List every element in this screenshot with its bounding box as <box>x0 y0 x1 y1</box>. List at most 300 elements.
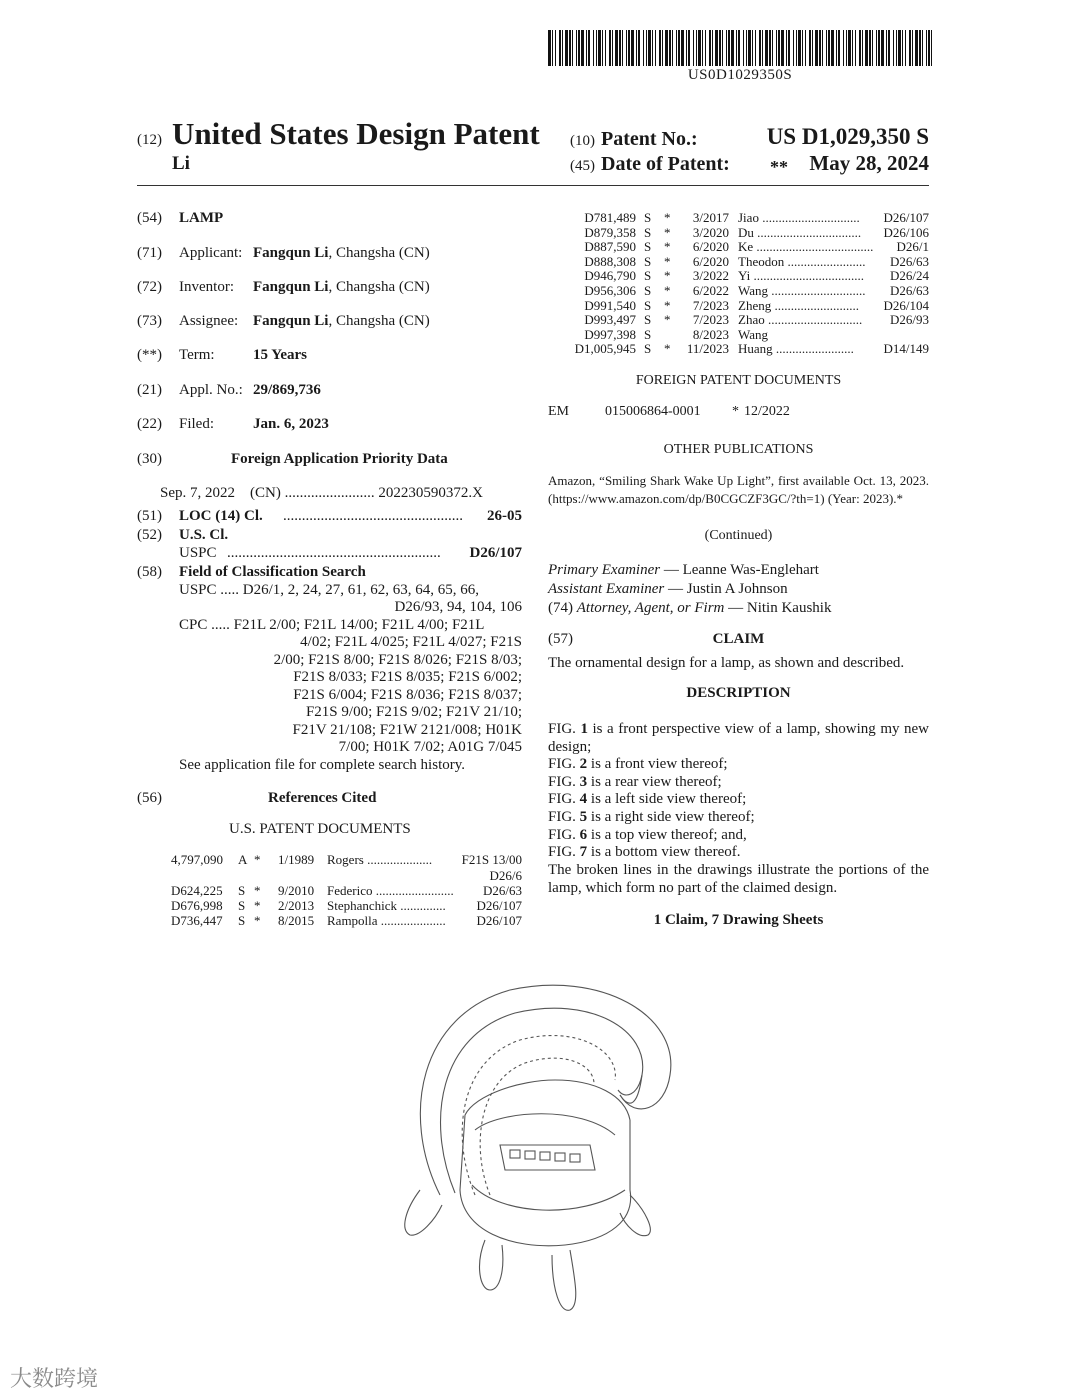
description-heading: DESCRIPTION <box>686 685 791 701</box>
ref-star: * <box>664 210 671 225</box>
assignee-name: Fangqun Li <box>253 313 329 329</box>
search-line-1: D26/93, 94, 104, 106 <box>394 599 522 615</box>
barcode-bar <box>815 30 818 66</box>
loc-value: 26-05 <box>487 508 522 524</box>
ref-number: 4,797,090 <box>171 852 223 867</box>
ref-date: 6/2020 <box>692 253 729 269</box>
barcode-bar <box>752 30 753 66</box>
barcode-bar <box>655 30 656 66</box>
ref-kind: S <box>644 283 652 298</box>
inventor-name: Fangqun Li <box>253 279 329 295</box>
us-docs-heading: U.S. PATENT DOCUMENTS <box>229 821 411 837</box>
barcode-bar <box>609 30 611 66</box>
ref-kind: S <box>644 341 652 357</box>
applicant-label: Applicant: <box>179 245 243 261</box>
priority-heading: Foreign Application Priority Data <box>231 451 448 467</box>
barcode-bar <box>838 30 840 66</box>
barcode-bar <box>578 30 580 66</box>
ref-name: Federico ........................ <box>327 883 454 898</box>
barcode-bar <box>902 30 903 66</box>
references-heading: References Cited <box>268 790 377 806</box>
barcode-bar <box>828 30 830 66</box>
ref-date: 2/2013 <box>278 898 315 913</box>
search-line-6: F21S 6/004; F21S 8/036; F21S 8/037; <box>293 687 522 703</box>
lamp-base <box>460 1080 631 1246</box>
reference-row <box>548 327 929 342</box>
inventor-surname: Li <box>172 153 190 174</box>
field-51-num: (51) <box>137 508 162 524</box>
barcode-bar <box>786 30 787 66</box>
ref-number: D879,358 <box>584 224 636 240</box>
barcode-bar <box>859 30 861 66</box>
ref-number: D993,497 <box>584 312 636 328</box>
reference-row <box>137 913 522 928</box>
attorney <box>548 600 831 617</box>
barcode-bar <box>931 30 932 66</box>
ref-kind: A <box>238 852 248 867</box>
lamp-drawing <box>380 945 700 1335</box>
barcode-bar <box>719 30 721 66</box>
loc-label: LOC (14) Cl. <box>179 508 263 524</box>
primary-examiner-label: Primary Examiner <box>548 562 661 578</box>
barcode-bar <box>736 30 737 66</box>
barcode-bar <box>669 30 671 66</box>
figure-item <box>548 826 929 844</box>
barcode-bar <box>581 30 584 66</box>
ref-star: * <box>254 898 261 913</box>
barcode-bar <box>872 30 873 66</box>
ref-number: D946,790 <box>584 268 636 284</box>
applicant-name: Fangqun Li <box>253 245 329 261</box>
ref-date: 6/2020 <box>692 239 729 255</box>
field-51 <box>137 508 263 525</box>
field-72 <box>137 279 430 296</box>
ref-class: D26/107 <box>476 898 522 913</box>
patent-no-label: Patent No.: <box>601 128 698 150</box>
search-line-8: F21V 21/108; F21W 2121/008; H01K <box>292 722 522 738</box>
claim-text: The ornamental design for a lamp, as shown and described. <box>548 655 905 671</box>
assistant-examiner <box>548 581 788 598</box>
ref-star: * <box>254 883 261 898</box>
figure-number: 1 <box>580 721 588 737</box>
assistant-examiner-name: — Justin A Johnson <box>664 581 788 597</box>
code-10: (10) <box>570 133 595 149</box>
barcode-bar <box>769 30 771 66</box>
ref-number: D676,998 <box>171 898 223 913</box>
search-line-2: CPC ..... F21L 2/00; F21L 14/00; F21L 4/00; F21L <box>179 617 485 633</box>
barcode-bar <box>928 30 930 66</box>
barcode-bar <box>652 30 653 66</box>
date-marker: ** <box>770 157 788 177</box>
reference-row <box>548 312 929 327</box>
barcode-bar <box>726 30 727 66</box>
barcode-bar <box>681 30 684 66</box>
barcode-bar <box>896 30 897 66</box>
barcode-bar <box>686 30 687 66</box>
barcode-bar <box>738 30 740 66</box>
figure-item <box>548 773 929 791</box>
ref-kind: S <box>238 883 246 898</box>
ref-class: D26/107 <box>476 913 522 928</box>
barcode-bar <box>588 30 590 66</box>
barcode-bar <box>715 30 718 66</box>
figure-prefix: FIG. <box>548 809 580 825</box>
figure-caption: is a right side view thereof; <box>587 809 755 825</box>
ref-class: D26/106 <box>883 224 929 240</box>
barcode-bar <box>598 30 601 66</box>
field-52-num: (52) <box>137 527 162 543</box>
reference-row <box>548 268 929 283</box>
barcode-bar <box>693 30 694 66</box>
ref-class: D26/63 <box>890 253 929 269</box>
field-30-num: (30) <box>137 451 162 467</box>
barcode-bar <box>728 30 730 66</box>
patent-title: United States Design Patent <box>172 116 540 151</box>
field-term-num: (**) <box>137 347 162 363</box>
lamp-ring <box>420 985 670 1195</box>
ref-number: D991,540 <box>584 297 636 313</box>
ref-date: 9/2010 <box>278 883 315 898</box>
barcode-bar <box>878 30 880 66</box>
ref-date: 3/2022 <box>692 268 729 284</box>
ref-name: Ke .................................... <box>738 239 874 255</box>
barcode-bar <box>876 30 877 66</box>
ref-date: 3/2017 <box>692 210 729 225</box>
figure-number: 4 <box>579 791 588 807</box>
ref-class: D26/63 <box>890 283 929 298</box>
ref-date: 7/2023 <box>692 297 729 313</box>
ref-star: * <box>254 852 261 867</box>
ref-name: Stephanchick .............. <box>327 898 446 913</box>
barcode-bar <box>746 30 747 66</box>
barcode-bar <box>909 30 911 66</box>
barcode-bar <box>855 30 856 66</box>
barcode-bar <box>709 30 711 66</box>
ref-star: * <box>664 297 671 313</box>
assignee-location: , Changsha (CN) <box>328 313 430 329</box>
lamp-buttons <box>510 1150 580 1162</box>
ref-kind: S <box>644 268 652 284</box>
figure-item <box>548 790 929 808</box>
ref-name: Theodon ........................ <box>738 253 866 269</box>
barcode-bar <box>586 30 587 66</box>
barcode-bar <box>893 30 894 66</box>
barcode-bar <box>665 30 668 66</box>
figure-number: 5 <box>579 809 588 825</box>
ref-date: 11/2023 <box>686 341 729 357</box>
barcode-bar <box>552 30 553 66</box>
ref-class: D26/107 <box>883 210 929 225</box>
barcode-bar <box>615 30 618 66</box>
barcode-bar <box>843 30 844 66</box>
field-72-num: (72) <box>137 279 162 295</box>
primary-examiner-name: — Leanne Was-Englehart <box>660 562 819 578</box>
barcode-bar <box>596 30 597 66</box>
barcode-bar <box>865 30 868 66</box>
figure-caption: is a front view thereof; <box>587 756 728 772</box>
figure-number: 3 <box>579 774 588 790</box>
foreign-date: 12/2022 <box>744 404 790 419</box>
barcode-bar <box>915 30 918 66</box>
primary-examiner <box>548 562 819 579</box>
code-12: (12) <box>137 132 162 148</box>
reference-row <box>137 883 522 898</box>
barcode-bar <box>748 30 751 66</box>
figure-prefix: FIG. <box>548 756 580 772</box>
search-history: See application file for complete search history. <box>179 757 466 773</box>
figure-item <box>548 720 929 756</box>
foreign-star: * <box>732 404 739 419</box>
barcode-bar <box>826 30 827 66</box>
ref-star: * <box>664 268 671 284</box>
barcode-bar <box>559 30 561 66</box>
reference-row <box>548 239 929 254</box>
search-line-3: 4/02; F21L 4/025; F21L 4/027; F21S <box>300 634 522 650</box>
applicant-location: , Changsha (CN) <box>328 245 430 261</box>
barcode-bar <box>602 30 603 66</box>
us-cl-sub: USPC <box>179 545 217 561</box>
barcode-bar <box>762 30 763 66</box>
reference-row <box>137 898 522 913</box>
search-line-9: 7/00; H01K 7/02; A01G 7/045 <box>338 739 522 755</box>
figure-caption: is a bottom view thereof. <box>587 844 741 860</box>
barcode-bar <box>628 30 630 66</box>
search-line-5: F21S 8/033; F21S 8/035; F21S 6/002; <box>293 669 522 685</box>
barcode-bar <box>898 30 901 66</box>
ref-kind: S <box>644 239 652 255</box>
field-22 <box>137 416 329 433</box>
patent-no-label-row <box>570 128 698 151</box>
ref-name: Yi .................................. <box>738 268 865 284</box>
ref-date: 8/2023 <box>692 326 729 342</box>
ref-name: Du ................................ <box>738 224 862 240</box>
reference-row <box>548 210 929 225</box>
reference-row <box>137 852 522 867</box>
field-54-num: (54) <box>137 210 162 226</box>
field-58 <box>137 564 366 581</box>
inventor-location: , Changsha (CN) <box>328 279 430 295</box>
ref-star: * <box>664 224 671 240</box>
barcode <box>548 30 932 66</box>
ref-name: Rogers .................... <box>327 852 433 867</box>
field-term <box>137 347 307 364</box>
field-30 <box>137 451 448 468</box>
figure-item <box>548 843 929 861</box>
ref-class: D26/63 <box>483 883 522 898</box>
ref-number: D781,489 <box>584 210 636 225</box>
barcode-bar <box>869 30 871 66</box>
barcode-bar <box>731 30 734 66</box>
barcode-bar <box>912 30 913 66</box>
barcode-bar <box>846 30 847 66</box>
field-58-num: (58) <box>137 564 162 580</box>
ref-number: D888,308 <box>584 253 636 269</box>
barcode-bar <box>662 30 663 66</box>
barcode-bar <box>848 30 851 66</box>
priority-line: Sep. 7, 2022 (CN) ........................ 202230590372.X <box>160 485 483 501</box>
reference-row <box>548 254 929 269</box>
barcode-bar <box>743 30 744 66</box>
ref-star: * <box>664 312 671 328</box>
filed-label: Filed: <box>179 416 215 432</box>
barcode-bar <box>888 30 890 66</box>
barcode-bar <box>626 30 627 66</box>
barcode-bar <box>862 30 863 66</box>
field-56 <box>137 790 376 807</box>
ref-kind: S <box>644 312 652 328</box>
barcode-bar <box>836 30 837 66</box>
barcode-bar <box>698 30 701 66</box>
ref-name: Rampolla .................... <box>327 913 446 928</box>
barcode-bar <box>712 30 713 66</box>
claim-num: (57) <box>548 631 573 647</box>
barcode-bar <box>809 30 811 66</box>
barcode-bar <box>905 30 906 66</box>
search-heading: Field of Classification Search <box>179 564 366 580</box>
barcode-bar <box>705 30 706 66</box>
barcode-bar <box>648 30 651 66</box>
date-label-row <box>570 153 730 176</box>
term-label: Term: <box>179 347 215 363</box>
figure-caption: is a rear view thereof; <box>587 774 722 790</box>
loc-dots: ................................................ <box>283 508 463 524</box>
field-54 <box>137 210 223 227</box>
figure-prefix: FIG. <box>548 844 580 860</box>
ref-number: D736,447 <box>171 913 223 928</box>
barcode-bar <box>643 30 644 66</box>
ref-kind: S <box>644 326 652 342</box>
barcode-bar <box>831 30 834 66</box>
barcode-bar <box>805 30 806 66</box>
ref-date: 8/2015 <box>278 913 315 928</box>
barcode-bar <box>722 30 723 66</box>
barcode-bar <box>755 30 756 66</box>
barcode-bar <box>781 30 784 66</box>
reference-row <box>548 283 929 298</box>
ref-kind: S <box>238 913 246 928</box>
ref-number: D1,005,945 <box>574 341 636 357</box>
reference-row <box>548 298 929 313</box>
figure-number: 7 <box>579 844 588 860</box>
ref-class-2: D26/6 <box>489 868 522 883</box>
date-label: Date of Patent: <box>601 153 730 175</box>
ref-date: 3/2020 <box>692 224 729 240</box>
appl-no-label: Appl. No.: <box>179 382 243 398</box>
reference-row <box>548 225 929 240</box>
barcode-bar <box>555 30 556 66</box>
continued-note: (Continued) <box>704 528 773 543</box>
search-line-4: 2/00; F21S 8/00; F21S 8/026; F21S 8/03; <box>273 652 522 668</box>
figure-prefix: FIG. <box>548 827 580 843</box>
header-rule <box>137 185 929 186</box>
ref-kind: S <box>238 898 246 913</box>
ref-number: D956,306 <box>584 283 636 298</box>
barcode-bar <box>926 30 927 66</box>
barcode-bar <box>565 30 568 66</box>
barcode-bar <box>612 30 613 66</box>
barcode-bar <box>619 30 621 66</box>
ref-name: Zhao ............................. <box>738 312 863 328</box>
ref-number: D887,590 <box>584 239 636 255</box>
barcode-bar <box>796 30 797 66</box>
lamp-legs <box>405 1190 650 1310</box>
ref-name: Wang <box>738 326 768 342</box>
ref-star: * <box>664 253 671 269</box>
attorney-num: (74) <box>548 600 573 616</box>
barcode-bar <box>788 30 790 66</box>
barcode-bar <box>646 30 647 66</box>
barcode-bar <box>638 30 640 66</box>
barcode-bar <box>659 30 661 66</box>
field-71-num: (71) <box>137 245 162 261</box>
barcode-bar <box>793 30 794 66</box>
field-21-num: (21) <box>137 382 162 398</box>
barcode-bar <box>822 30 823 66</box>
barcode-bar <box>776 30 777 66</box>
ref-class: D26/104 <box>883 297 929 313</box>
barcode-bar <box>778 30 780 66</box>
ref-star: * <box>664 283 671 298</box>
ref-kind: S <box>644 253 652 269</box>
figure-number: 2 <box>579 756 588 772</box>
attorney-label: Attorney, Agent, or Firm <box>576 600 725 616</box>
field-73 <box>137 313 430 330</box>
barcode-bar <box>569 30 571 66</box>
barcode-bar <box>702 30 703 66</box>
ref-kind: S <box>644 224 652 240</box>
inventor-label: Inventor: <box>179 279 234 295</box>
ref-star: * <box>664 341 671 357</box>
figure-caption: is a left side view thereof; <box>587 791 747 807</box>
field-56-num: (56) <box>137 790 162 806</box>
figure-prefix: FIG. <box>548 721 581 737</box>
barcode-bar <box>605 30 606 66</box>
ref-class: D26/93 <box>890 312 929 328</box>
barcode-bar <box>548 30 551 66</box>
other-pubs-heading: OTHER PUBLICATIONS <box>663 442 814 457</box>
figure-prefix: FIG. <box>548 774 580 790</box>
ref-date: 7/2023 <box>692 312 729 328</box>
foreign-heading: FOREIGN PATENT DOCUMENTS <box>635 373 842 388</box>
barcode-bar <box>672 30 673 66</box>
barcode-bar <box>919 30 921 66</box>
ref-star: * <box>664 239 671 255</box>
patent-number: US D1,029,350 S <box>766 124 929 149</box>
barcode-bar <box>636 30 637 66</box>
barcode-bar <box>593 30 594 66</box>
foreign-country: EM <box>548 404 569 419</box>
barcode-bar <box>696 30 697 66</box>
ref-name: Zheng .......................... <box>738 297 859 313</box>
assignee-label: Assignee: <box>179 313 239 329</box>
filed-value: Jan. 6, 2023 <box>253 416 329 432</box>
field-73-num: (73) <box>137 313 162 329</box>
ref-class: D26/1 <box>896 239 929 255</box>
ref-number: D624,225 <box>171 883 223 898</box>
field-71 <box>137 245 430 262</box>
barcode-bar <box>576 30 577 66</box>
barcode-bar <box>765 30 768 66</box>
barcode-bar <box>678 30 680 66</box>
reference-row <box>548 341 929 356</box>
ref-class: D26/24 <box>890 268 929 284</box>
appl-no-value: 29/869,736 <box>253 382 321 398</box>
barcode-bar <box>798 30 801 66</box>
us-cl-dots: ......................................................... <box>227 545 441 561</box>
barcode-bar <box>852 30 853 66</box>
foreign-number: 015006864-0001 <box>605 404 701 419</box>
figure-number: 6 <box>579 827 588 843</box>
